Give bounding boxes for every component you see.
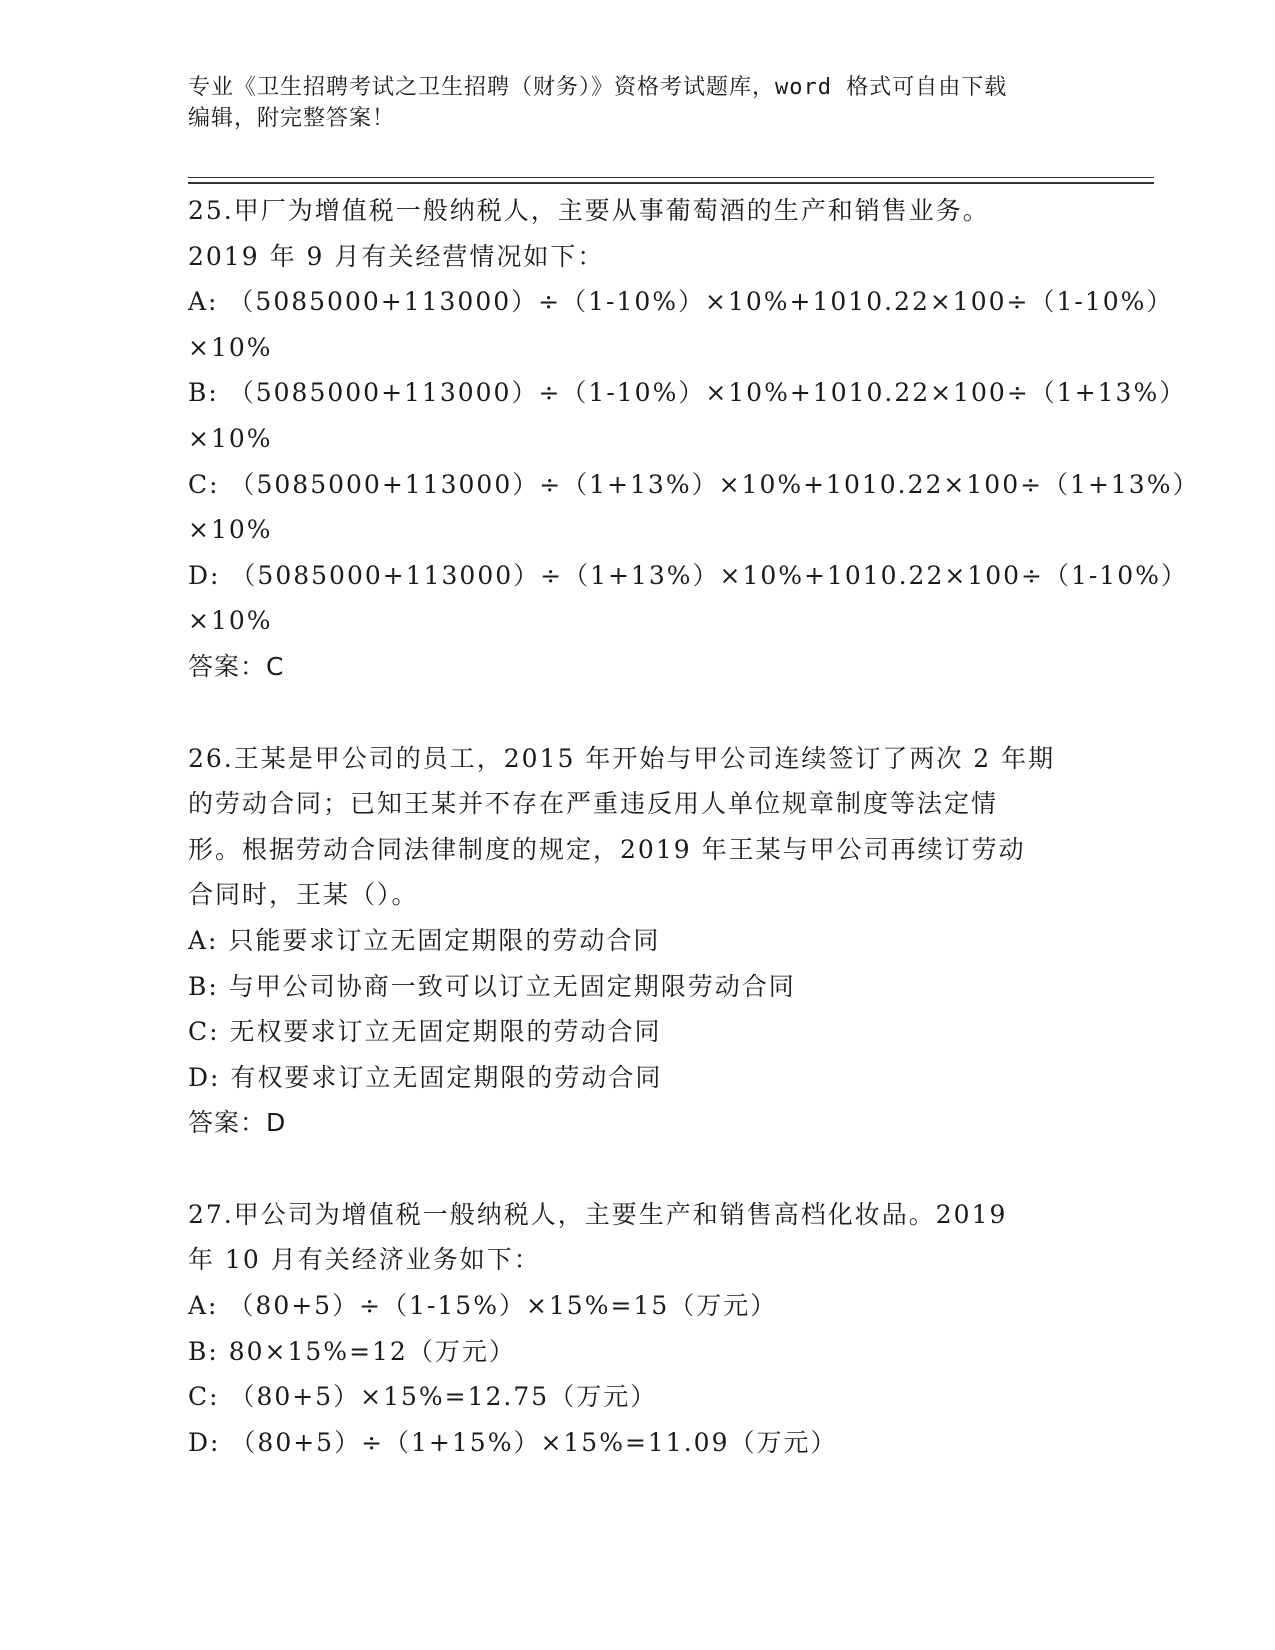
spacer [188,1146,1118,1192]
option-d: D: （80+5）÷（1+15%）×15%=11.09（万元） [188,1427,838,1457]
option-c: C: （80+5）×15%=12.75（万元） [188,1382,658,1412]
option-a: A: （5085000+113000）÷（1-10%）×10%+1010.22×100÷（1-10%） [188,287,1174,317]
option-a: A: 只能要求订立无固定期限的劳动合同 [188,925,661,955]
question-stem: 2019 年 9 月有关经营情况如下： [188,241,605,271]
question-stem: 形。根据劳动合同法律制度的规定，2019 年王某与甲公司再续订劳动 [188,834,1026,864]
option-a: A: （80+5）÷（1-15%）×15%=15（万元） [188,1291,778,1321]
question-stem: 的劳动合同；已知王某并不存在严重违反用人单位规章制度等法定情 [188,789,999,819]
option-d: D: （5085000+113000）÷（1+13%）×10%+1010.22×100÷（1-10%） [188,560,1188,590]
header-divider-thin [188,177,1154,178]
questions-body [188,188,1200,1465]
option-c: C: （5085000+113000）÷（1+13%）×10%+1010.22×100÷（1+13%） [188,469,1200,499]
option-a-continued: ×10% [188,332,273,362]
question-25 [188,188,1200,690]
header-line-2: 编辑，附完整答案！ [188,106,396,131]
option-c-continued: ×10% [188,515,273,545]
answer: 答案：D [188,1108,287,1138]
option-b: B: 80×15%=12（万元） [188,1336,516,1366]
option-b: B: （5085000+113000）÷（1-10%）×10%+1010.22×100÷（1+13%） [188,378,1187,408]
option-b: B: 与甲公司协商一致可以订立无固定期限劳动合同 [188,971,796,1001]
header-divider-thick [188,182,1154,184]
option-d: D: 有权要求订立无固定期限的劳动合同 [188,1062,663,1092]
question-stem: 25.甲厂为增值税一般纳税人，主要从事葡萄酒的生产和销售业务。 [188,196,990,225]
question-stem: 年 10 月有关经济业务如下： [188,1245,541,1275]
spacer [188,690,1118,736]
option-c: C: 无权要求订立无固定期限的劳动合同 [188,1017,662,1047]
question-stem: 27.甲公司为增值税一般纳税人，主要生产和销售高档化妆品。2019 [188,1199,1008,1229]
question-27 [188,1192,1118,1466]
document-header [188,72,1088,134]
answer: 答案：C [188,651,285,681]
question-stem: 26.王某是甲公司的员工，2015 年开始与甲公司连续签订了两次 2 年期 [188,743,1056,773]
option-b-continued: ×10% [188,423,273,453]
question-26 [188,736,1118,1146]
option-d-continued: ×10% [188,606,273,636]
question-stem: 合同时，王某（）。 [188,880,419,910]
header-line-1: 专业《卫生招聘考试之卫生招聘（财务）》资格考试题库，word 格式可自由下载 [188,75,1008,100]
